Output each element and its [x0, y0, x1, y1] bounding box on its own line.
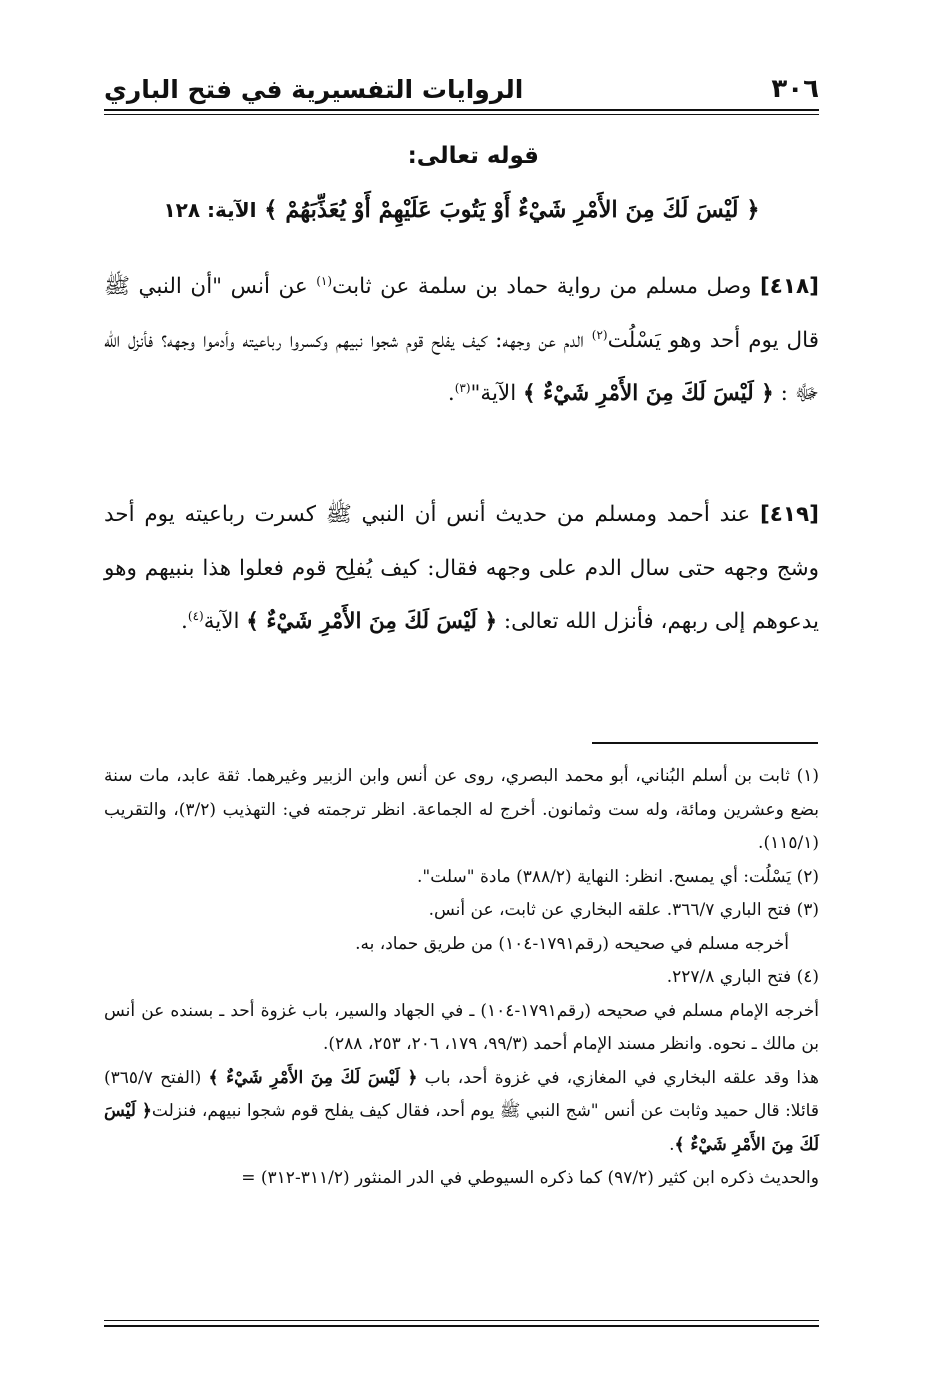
- footnote-3-continuation: أخرجه مسلم في صحيحه (رقم١٧٩١-١٠٤) من طريق حماد، به.: [355, 933, 789, 954]
- narration-text: الآية": [470, 381, 517, 406]
- footnote-text: هذا وقد علقه البخاري في المغازي، في غزوة أحد، باب: [424, 1067, 819, 1088]
- sentence-end: .: [447, 381, 455, 406]
- sentence-end: .: [669, 1134, 675, 1155]
- quran-quote: ﴿ لَيْسَ لَكَ مِنَ الأَمْرِ شَيْءٌ ﴾: [104, 1101, 819, 1155]
- running-title: الروايات التفسيرية في فتح الباري: [104, 75, 524, 104]
- footnote-4-block-3: والحديث ذكره ابن كثير (٩٧/٢) كما ذكره السيوطي في الدر المنثور (٣١١/٢-٣١٢) =: [241, 1168, 819, 1188]
- narration-text: عند أحمد ومسلم من حديث أنس أن النبي ﷺ كسرت رباعيته يوم أحد وشج وجهه حتى سال الدم على وجهه فقال: كيف يُفلِح قوم فعلوا هذا بنبيهم وهو يدعوهم إلى ربهم، فأنزل الله تعالى:: [104, 502, 819, 634]
- quran-quote: ﴿ لَيْسَ لَكَ مِنَ الأَمْرِ شَيْءٌ ﴾: [246, 609, 498, 634]
- footnote-separator: [592, 742, 818, 744]
- footnote-2: (٢) يَسْلُت: أي يمسح. انظر: النهاية (٣٨٨/٢) مادة "سلت".: [416, 866, 819, 887]
- narration-text: الدم عن وجهه: كيف يفلح قوم شجوا نبيهم وكسروا رباعيته وأدموا وجهه؟ فأنزل الله ﷻ :: [104, 327, 819, 406]
- narration-text: الآية: [203, 609, 240, 634]
- footnote-ref: (٣): [454, 380, 471, 395]
- footnote-3: (٣) فتح الباري ٣٦٦/٧. علقه البخاري عن ثابت، عن أنس.: [428, 900, 819, 920]
- bottom-rule-thin: [104, 1320, 819, 1321]
- narration-418: [104, 260, 819, 421]
- page-header: [104, 68, 819, 104]
- footnote-ref: (٢): [591, 327, 608, 342]
- footnote-ref: (١): [316, 273, 333, 288]
- footnote-ref: (٤): [187, 608, 204, 623]
- narration-number: [٤١٩]: [759, 502, 819, 527]
- footnotes: [104, 760, 819, 1196]
- bottom-rule: [104, 1325, 819, 1327]
- header-rule-thin: [104, 114, 819, 115]
- quran-quote: ﴿ لَيْسَ لَكَ مِنَ الأَمْرِ شَيْءٌ ﴾: [208, 1067, 418, 1088]
- sentence-end: .: [181, 609, 188, 634]
- footnote-4-block-2: [104, 1062, 819, 1163]
- narration-number: [٤١٨]: [759, 274, 819, 299]
- footnote-1: (١) ثابت بن أسلم البُناني، أبو محمد البصري، روى عن أنس وابن الزبير وغيرهما. ثقة عابد، مات سنة بضع وعشرين ومائة، وله ست وثمانون. أخرج له الجماعة. انظر ترجمته في: التهذيب (٣/٢)، والتقريب (١١٥/١).: [104, 766, 819, 853]
- quran-quote: ﴿ لَيْسَ لَكَ مِنَ الأَمْرِ شَيْءٌ ﴾: [523, 381, 774, 406]
- verse-text: ﴿ لَيْسَ لَكَ مِنَ الأَمْرِ شَيْءٌ أَوْ يَتُوبَ عَلَيْهِمْ أَوْ يُعَذِّبَهُمْ ﴾: [264, 197, 760, 223]
- narration-text: وصل مسلم من رواية حماد بن سلمة عن ثابت: [332, 274, 752, 299]
- footnote-4-block-1: أخرجه الإمام مسلم في صحيحه (رقم١٧٩١-١٠٤) ـ في الجهاد والسير، باب غزوة أحد ـ بسنده عن أنس بن مالك ـ نحوه. وانظر مسند الإمام أحمد (٩٩/٣، ١٧٩، ٢٠٦، ٢٥٣، ٢٨٨).: [104, 1000, 819, 1054]
- section-heading: قوله تعالى:: [407, 143, 539, 169]
- header-rule: [104, 109, 819, 111]
- narration-text: عن أنس "أن النبي ﷺ قال يوم أحد وهو يَسْلُت: [104, 274, 819, 353]
- page-number: ٣٠٦: [771, 74, 819, 104]
- verse-line: [104, 197, 819, 223]
- verse-reference: الآية: ١٢٨: [163, 198, 257, 222]
- narration-419: [104, 488, 819, 649]
- footnote-4: (٤) فتح الباري ٢٢٧/٨.: [666, 967, 819, 987]
- footnote-text: (الفتح ٣٦٥/٧) قائلا: قال حميد وثابت عن أنس "شج النبي ﷺ يوم أحد، فقال كيف يفلح قوم شجوا نبيهم، فنزلت: [104, 1067, 819, 1121]
